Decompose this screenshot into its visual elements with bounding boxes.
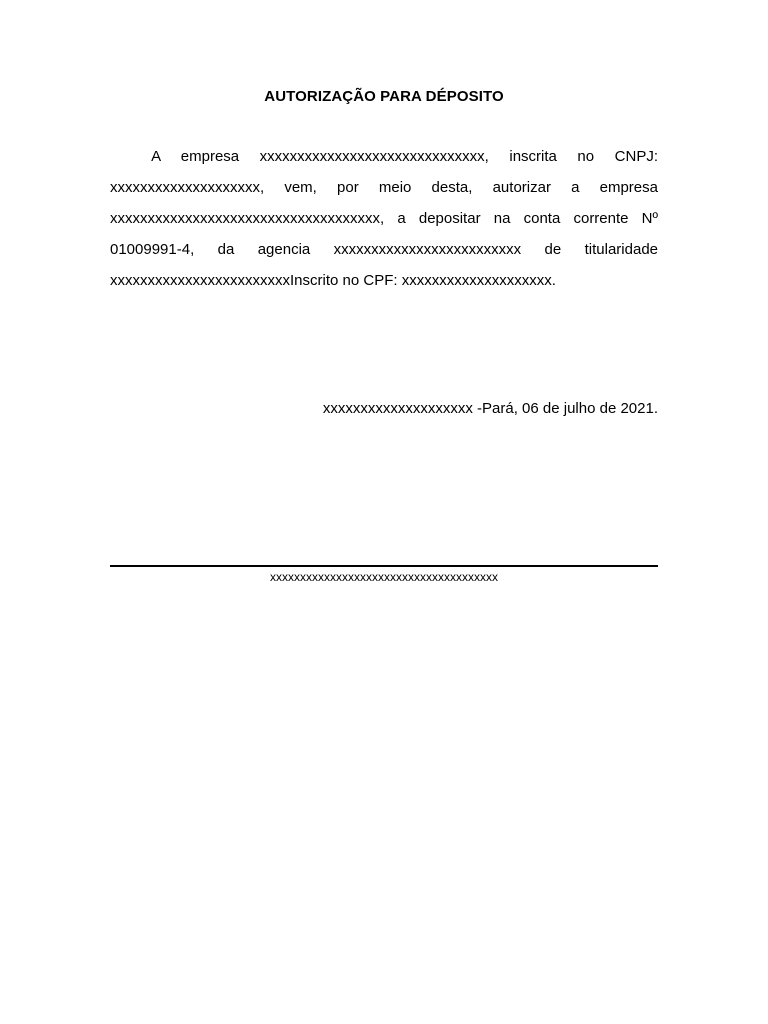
- signature-name: xxxxxxxxxxxxxxxxxxxxxxxxxxxxxxxxxxxxxx: [270, 570, 498, 584]
- paragraph-line: xxxxxxxxxxxxxxxxxxxxxxxxxxxxxxxxxxxx, a depositar na conta corrente Nº: [110, 210, 658, 227]
- paragraph-line: xxxxxxxxxxxxxxxxxxxx, vem, por meio desta, autorizar a empresa: [110, 179, 658, 196]
- paragraph-line: 01009991-4, da agencia xxxxxxxxxxxxxxxxxxxxxxxxx de titularidade: [110, 241, 658, 258]
- authorization-paragraph: [110, 146, 658, 301]
- paragraph-line: xxxxxxxxxxxxxxxxxxxxxxxxInscrito no CPF: xxxxxxxxxxxxxxxxxxxx.: [110, 272, 556, 289]
- signature-line: [110, 565, 658, 567]
- paragraph-line: A empresa xxxxxxxxxxxxxxxxxxxxxxxxxxxxxx, inscrita no CNPJ:: [110, 148, 658, 165]
- place-and-date: xxxxxxxxxxxxxxxxxxxx -Pará, 06 de julho de 2021.: [322, 400, 658, 417]
- document-title: AUTORIZAÇÃO PARA DÉPOSITO: [264, 88, 504, 105]
